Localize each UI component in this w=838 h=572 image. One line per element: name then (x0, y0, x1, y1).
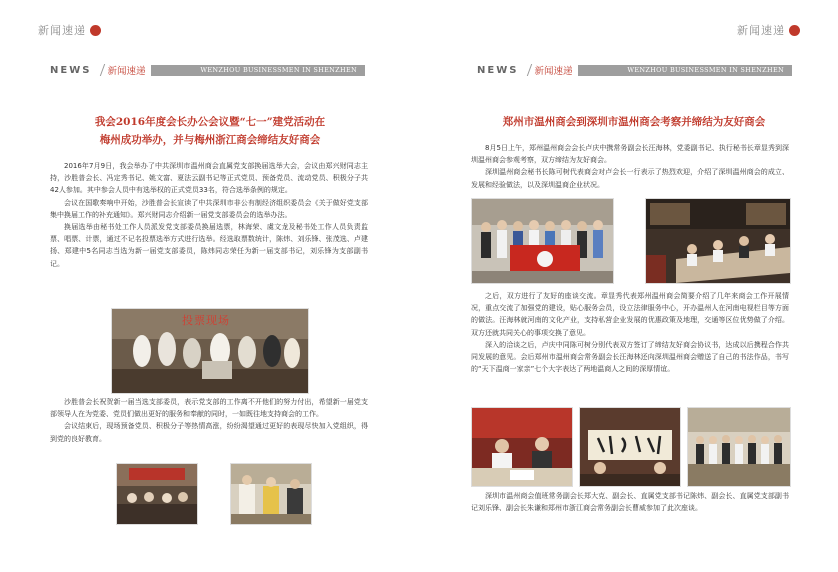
article-body-top (50, 160, 368, 270)
calligraphy-photo (579, 407, 681, 487)
signing-photo (471, 407, 573, 487)
section-cn-label: 新闻速递 (107, 66, 146, 77)
article-body-bottom (50, 396, 368, 445)
section-en-band (578, 65, 792, 76)
paragraph: 深入的洽谈之后，卢庆中同陈可树分别代表双方签订了缔结友好商会协议书，达成以后携程合作共同发展的意见。会后郑州市温州商会常务副会长汪海林还向深圳温州商会赠送了自己的书法作品，书写的“天下温商一家亲”七个大字表达了两地温商人之间的深厚情谊。 (471, 340, 789, 374)
article-closing (471, 490, 789, 514)
meeting-scene (231, 464, 311, 524)
paragraph: 深圳市温州商会值班常务副会长郑大克、副会长、直属党支部书记陈炜、副会长、直属党支部副书记刘乐锋、副会长朱谦和郑州市浙江商会常务副会长曹威参加了此次座谈。 (471, 492, 789, 513)
header-label: 新闻速递 (737, 24, 785, 37)
news-label: NEWS (477, 64, 519, 76)
calligraphy-scene (580, 408, 680, 486)
section-bar (477, 63, 792, 77)
meeting-photo-1 (116, 463, 198, 525)
slash-divider (519, 64, 532, 76)
group-scene (688, 408, 790, 486)
article-title: 郑州市温州商会到深圳市温州商会考察并缔结为友好商会 (502, 116, 766, 128)
page-header (737, 22, 800, 38)
article-title (60, 113, 360, 149)
signing-scene (472, 408, 572, 486)
paragraph: 会议结束后，现场预备党员、积极分子等热情高涨，纷纷渴望通过更好的表现尽快加入党组织，得到党的良好教育。 (50, 422, 368, 443)
photo-caption: 投票现场 (182, 314, 230, 327)
page-header (38, 22, 101, 38)
article-body (471, 290, 789, 375)
paragraph: 沙胜普会长祝贺新一届当选支部委员，表示党支部的工作离不开他们的努力付出，希望新一届党支部领导人在为党委、党员们做出更好的服务和奉献的同时，一如既往地支持商会的工作。 (50, 398, 368, 419)
article-intro (471, 142, 789, 191)
paragraph: 深圳温州商会秘书长陈可树代表商会对卢会长一行表示了热烈欢迎，介绍了深圳温州商会的成立、发展和经验做法，以及深圳温商企业状况。 (471, 168, 789, 189)
paragraph: 换届选举由秘书处工作人员派发党支部委员换届选票，林海荣、虞文龙及秘书处工作人员负责监票、唱票、计票，通过不记名投票选举方式进行选举。经选取票数统计，陈炜、刘乐锋、张茂选、卢建扬、郑建中5名同志当选为新一届党支部委员，陈炜同志荣任为新一届支部书记，刘乐锋为支部副书记。 (50, 223, 368, 268)
section-bar (50, 63, 365, 77)
chamber-logo-icon (789, 25, 800, 36)
right-page (419, 0, 838, 572)
title-line-2: 梅州成功举办，并与梅州浙江商会缔结友好商会 (99, 134, 321, 146)
section-en-label: WENZHOU BUSINESSMEN IN SHENZHEN (627, 66, 784, 74)
section-cn-label: 新闻速递 (534, 66, 573, 77)
group-photo (687, 407, 791, 487)
meeting-room-scene (646, 199, 790, 283)
voting-photo (111, 308, 309, 394)
group-flag-photo (471, 198, 614, 284)
title-line-1: 我会2016年度会长办公会议暨“七一”建党活动在 (94, 116, 326, 128)
meeting-room-photo (645, 198, 791, 284)
meeting-scene (117, 464, 197, 524)
news-label: NEWS (50, 64, 92, 76)
slash-divider (92, 64, 105, 76)
chamber-logo-icon (90, 25, 101, 36)
section-en-label: WENZHOU BUSINESSMEN IN SHENZHEN (200, 66, 357, 74)
meeting-photo-2 (230, 463, 312, 525)
paragraph: 2016年7月9日，我会举办了中共深圳市温州商会直属党支部换届选举大会，会议由郑兴财同志主持，沙胜普会长、冯定秀书记、姚文富、夏法云副书记等正式党员、预备党员、流动党员、积极分子共42人参加。其中参会人员中有选举权的正式党员33名，符合选举条例的规定。 (50, 162, 368, 195)
section-en-band (151, 65, 365, 76)
paragraph: 8月5日上午，郑州温州商会会长卢庆中携常务副会长汪海林，党委副书记、执行秘书长章显秀到深圳温州商会参观考察，双方缔结为友好商会。 (471, 144, 789, 165)
paragraph: 之后，双方进行了友好的座谈交流。章显秀代表郑州温州商会简要介绍了几年来商会工作开展情况，重点交流了加强党的建设，贴心服务会员，设立法律服务中心，开办温州人在河南电视栏目等方面的做法。汪海林就河南的文化产业，支持私营企业发展的优惠政策及地理，交通等区位优势做了介绍。双方还就共同关心的事项交换了意见。 (471, 292, 789, 337)
group-photo-scene (472, 199, 613, 283)
header-label: 新闻速递 (38, 24, 86, 37)
paragraph: 会议在国歌奏响中开始，沙胜普会长宣读了中共深圳市非公有制经济组织委员会《关于做好党支部集中换届工作的补充通知》。郑兴财同志介绍新一届党支部委员会的选举办法。 (50, 198, 368, 219)
